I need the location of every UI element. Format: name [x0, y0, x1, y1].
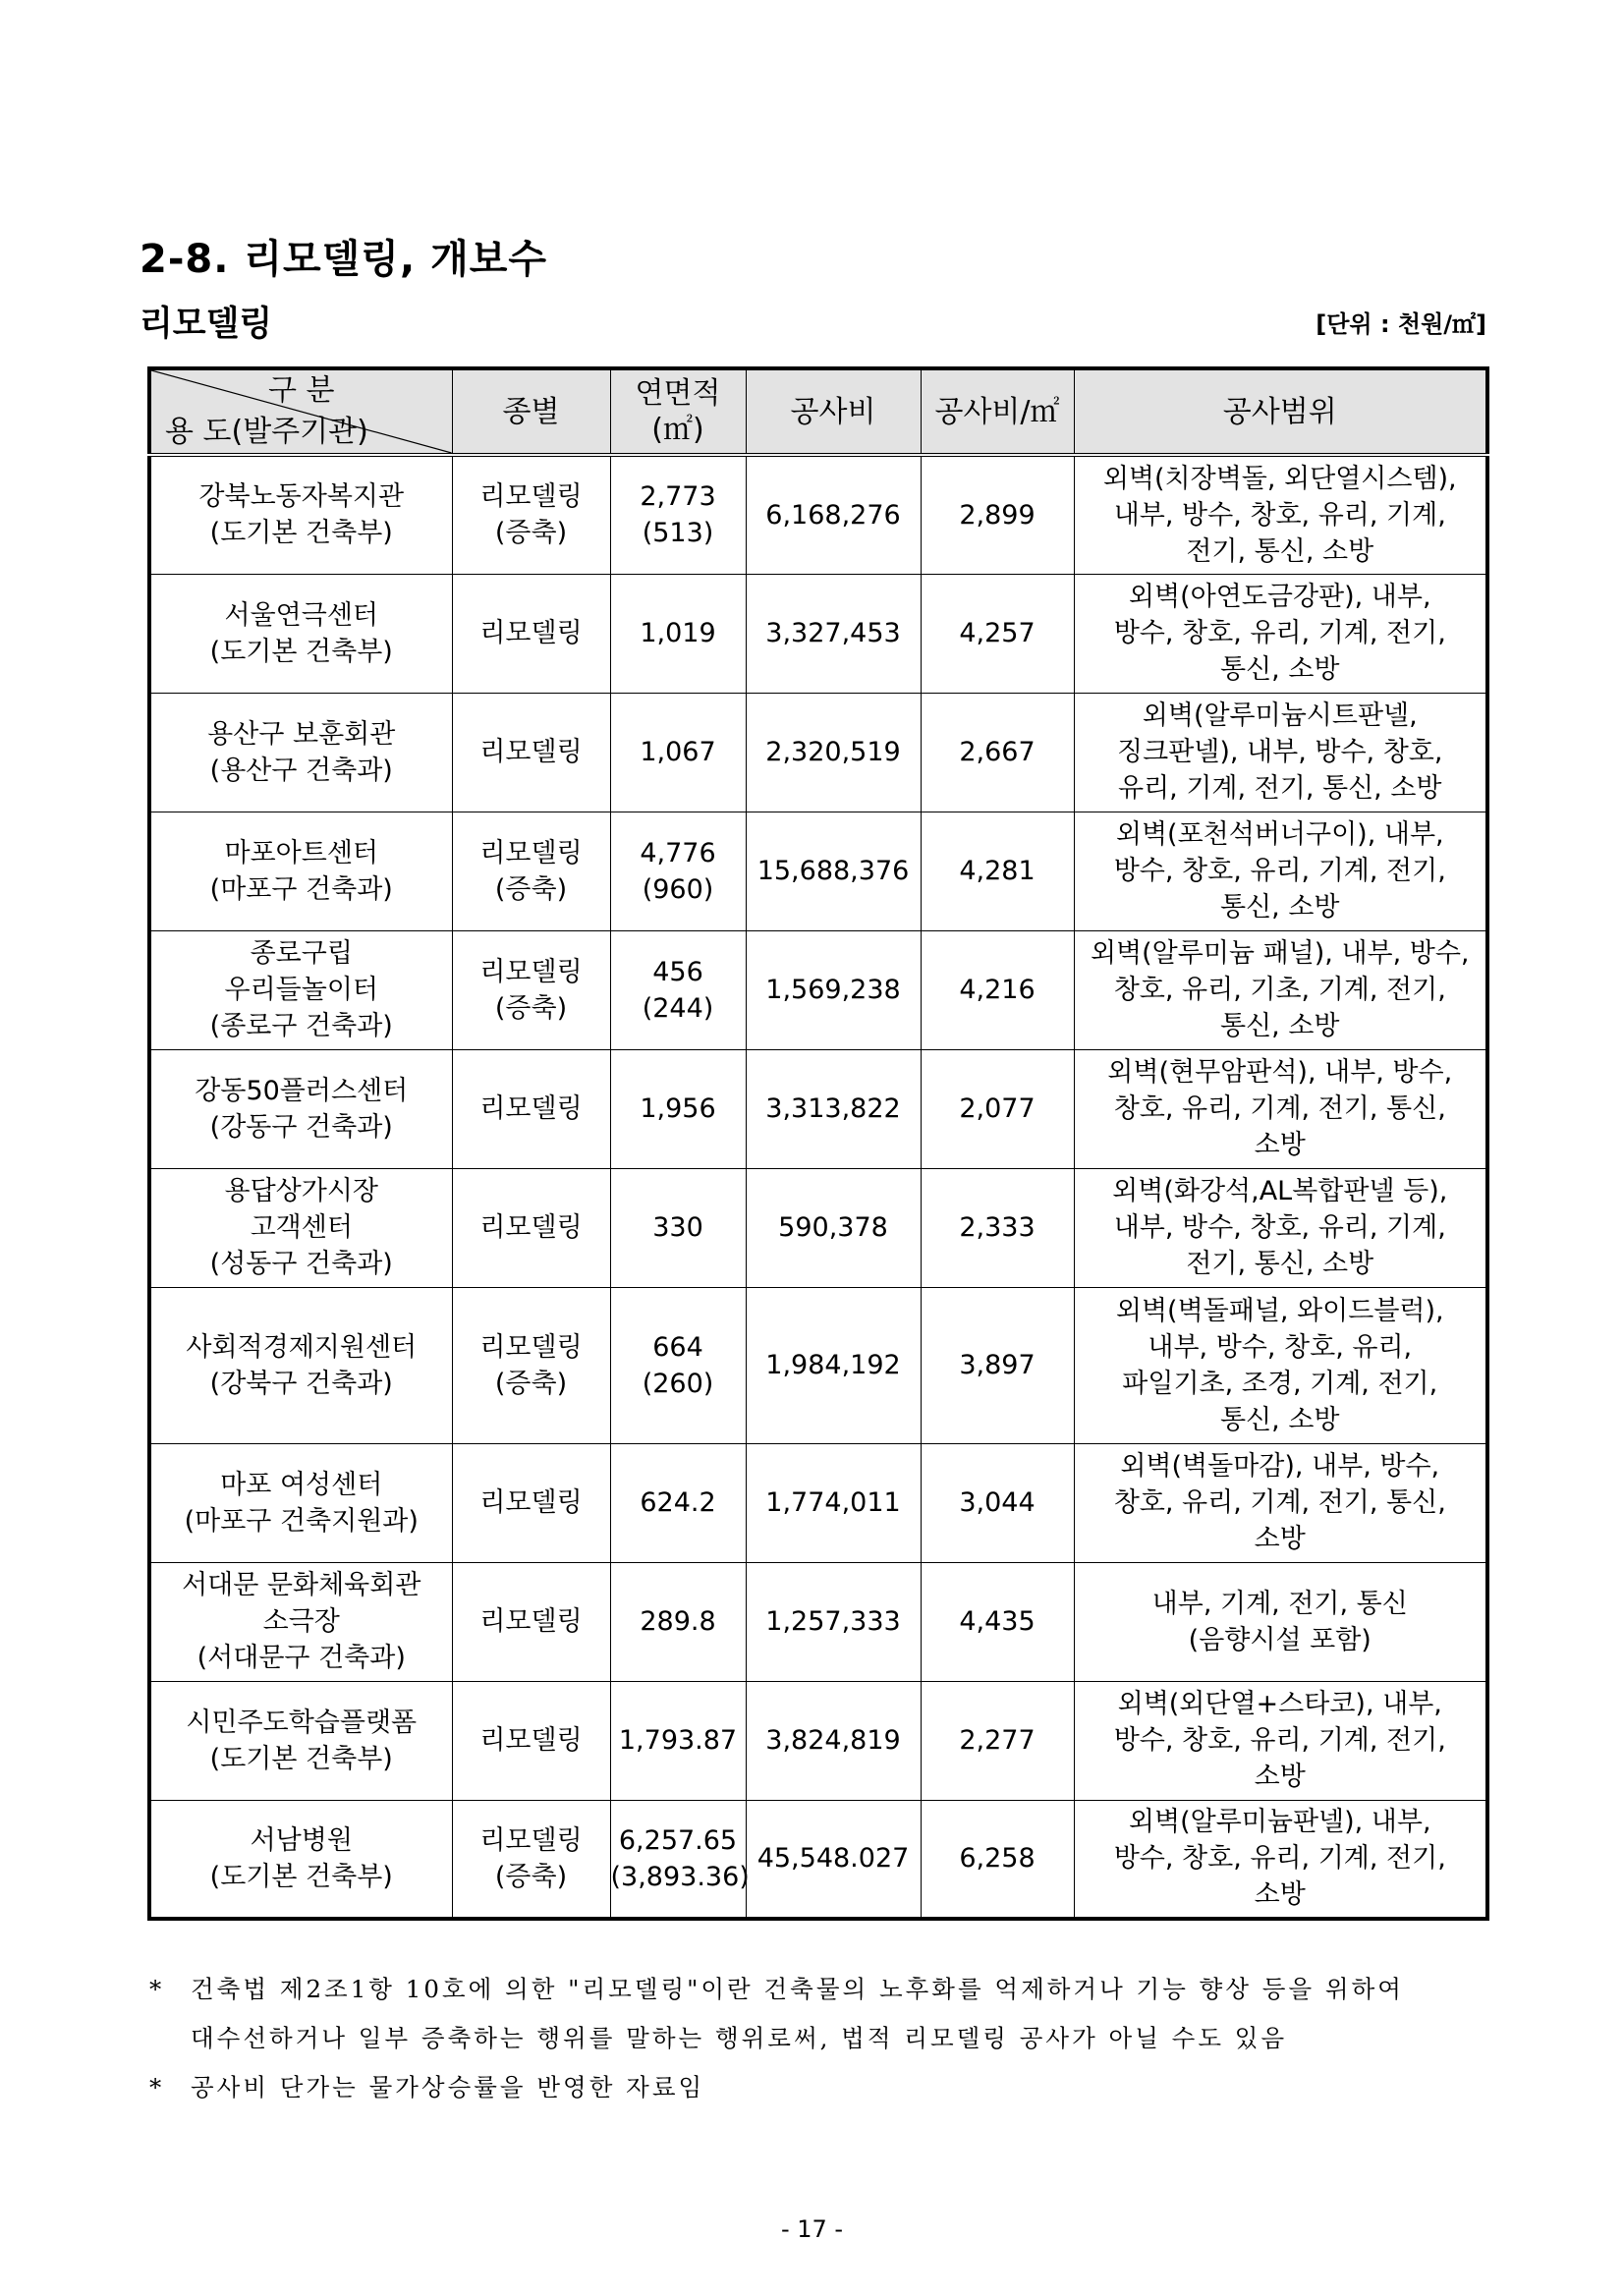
use-cell-line: (도기본 건축부)	[209, 1861, 393, 1892]
type-cell	[452, 1443, 610, 1562]
area-cell	[610, 1681, 746, 1800]
type-cell	[452, 1800, 610, 1919]
use-cell-line: (도기본 건축부)	[209, 1743, 393, 1774]
scope-cell	[1074, 1681, 1487, 1800]
area-cell	[610, 1562, 746, 1681]
area-cell	[610, 693, 746, 812]
type-cell	[452, 1287, 610, 1443]
scope-cell	[1074, 574, 1487, 693]
type-cell-line: 리모델링	[479, 481, 583, 513]
unit-label: [단위 : 천원/㎡]	[1316, 310, 1486, 338]
scope-cell-line: 내부, 방수, 창호, 유리, 기계,	[1113, 499, 1446, 531]
type-cell	[452, 574, 610, 693]
scope-cell-line: 내부, 기계, 전기, 통신	[1151, 1588, 1408, 1619]
scope-cell-line: 징크판넬), 내부, 방수, 창호,	[1117, 737, 1443, 767]
header-area	[610, 368, 746, 455]
scope-cell	[1074, 1287, 1487, 1443]
area-cell	[610, 1800, 750, 1919]
table-row	[149, 574, 1487, 693]
type-cell-line: (증축)	[494, 992, 568, 1024]
type-cell-line: 리모델링	[479, 1725, 583, 1756]
use-cell-line: (서대문구 건축과)	[196, 1643, 406, 1673]
unit-cost-cell: 4,435	[921, 1562, 1074, 1681]
use-cell	[149, 455, 452, 574]
footnote-mark: *	[149, 1975, 162, 2003]
area-cell-line: 664	[652, 1331, 703, 1363]
type-cell-line: 리모델링	[479, 1606, 583, 1637]
header-category-top: 구 분	[268, 373, 335, 408]
scope-cell	[1074, 1443, 1487, 1562]
use-cell	[149, 1168, 452, 1287]
area-cell-line: 330	[652, 1212, 703, 1243]
cost-cell: 3,327,453	[746, 574, 921, 693]
scope-cell-line: 유리, 기계, 전기, 통신, 소방	[1118, 773, 1442, 804]
type-cell-line: (증축)	[494, 1368, 568, 1399]
use-cell-line: (강북구 건축과)	[209, 1368, 393, 1399]
scope-cell-line: 외벽(벽돌패널, 와이드블럭),	[1115, 1295, 1444, 1326]
footnote-text: 대수선하거나 일부 증축하는 행위를 말하는 행위로써, 법적 리모델링 공사가 아닐 수도 있음	[191, 2024, 1288, 2052]
use-cell-line: 서남병원	[250, 1824, 353, 1856]
table-row	[149, 455, 1487, 574]
type-cell-line: 리모델링	[479, 737, 583, 767]
use-cell	[149, 693, 452, 812]
type-cell	[452, 693, 610, 812]
scope-cell-line: 창호, 유리, 기계, 전기, 통신,	[1113, 1487, 1446, 1518]
area-cell-line: 1,019	[640, 618, 716, 648]
area-cell-line: 456	[652, 956, 703, 987]
use-cell-line: 종로구립	[250, 938, 353, 969]
area-cell-line: 624.2	[640, 1487, 716, 1518]
area-cell	[610, 1287, 746, 1443]
use-cell-line: 마포 여성센터	[220, 1469, 383, 1500]
type-cell	[452, 1681, 610, 1800]
table-row	[149, 1800, 1487, 1919]
area-cell	[610, 1049, 746, 1168]
scope-cell-line: 외벽(포천석버너구이), 내부,	[1115, 819, 1444, 850]
scope-cell-line: 전기, 통신, 소방	[1186, 1249, 1374, 1279]
scope-cell-line: 통신, 소방	[1220, 654, 1340, 685]
footnote-text: 건축법 제2조1항 10호에 의한 "리모델링"이란 건축물의 노후화를 억제하거나 기능 향상 등을 위하여	[191, 1975, 1404, 2003]
scope-cell-line: 창호, 유리, 기계, 전기, 통신,	[1113, 1093, 1446, 1124]
table-row	[149, 1562, 1487, 1681]
cost-cell: 590,378	[746, 1168, 921, 1287]
use-cell	[149, 930, 452, 1049]
table-row	[149, 1049, 1487, 1168]
scope-cell-line: 외벽(현무암판석), 내부, 방수,	[1107, 1057, 1453, 1088]
footnote-line	[149, 1965, 1495, 2014]
header-scope: 공사범위	[1074, 368, 1487, 455]
header-category	[149, 368, 452, 455]
scope-cell-line: 방수, 창호, 유리, 기계, 전기,	[1113, 1843, 1446, 1875]
footnote-mark	[149, 2014, 191, 2063]
table-row	[149, 1681, 1487, 1800]
use-cell	[149, 1049, 452, 1168]
scope-cell	[1074, 1800, 1487, 1919]
cost-cell: 1,774,011	[746, 1443, 921, 1562]
scope-cell-line: 통신, 소방	[1220, 892, 1340, 923]
scope-cell-line: 외벽(치장벽돌, 외단열시스템),	[1102, 463, 1457, 494]
scope-cell-line: 방수, 창호, 유리, 기계, 전기,	[1113, 856, 1446, 886]
use-cell-line: 마포아트센터	[224, 837, 378, 868]
scope-cell-line: 내부, 방수, 창호, 유리,	[1148, 1331, 1413, 1363]
type-cell-line: (증축)	[494, 873, 568, 905]
use-cell-line: 사회적경제지원센터	[186, 1331, 418, 1363]
table-row	[149, 1443, 1487, 1562]
scope-cell-line: 전기, 통신, 소방	[1186, 535, 1374, 567]
table-row	[149, 693, 1487, 812]
type-cell-line: 리모델링	[479, 618, 583, 648]
scope-cell	[1074, 1049, 1487, 1168]
cost-cell: 3,824,819	[746, 1681, 921, 1800]
header-area-unit: (㎡)	[651, 413, 704, 447]
scope-cell-line: 통신, 소방	[1220, 1011, 1340, 1041]
use-cell-line: 강북노동자복지관	[198, 481, 405, 513]
unit-cost-cell: 4,216	[921, 930, 1074, 1049]
header-cost: 공사비	[746, 368, 921, 455]
type-cell-line: 리모델링	[479, 837, 583, 868]
footnote-line	[149, 2063, 1495, 2112]
type-cell-line: (증축)	[494, 1861, 568, 1892]
area-cell	[610, 1443, 746, 1562]
use-cell	[149, 574, 452, 693]
use-cell-line: 용산구 보훈회관	[207, 718, 396, 750]
cost-cell: 1,257,333	[746, 1562, 921, 1681]
scope-cell-line: 소방	[1254, 1762, 1306, 1792]
unit-cost-cell: 2,277	[921, 1681, 1074, 1800]
scope-cell-line: 외벽(벽돌마감), 내부, 방수,	[1120, 1451, 1440, 1482]
scope-cell	[1074, 455, 1487, 574]
scope-cell-line: 방수, 창호, 유리, 기계, 전기,	[1113, 1725, 1446, 1756]
use-cell-line: 시민주도학습플랫폼	[186, 1707, 418, 1738]
type-cell	[452, 930, 610, 1049]
type-cell-line: 리모델링	[479, 1487, 583, 1518]
scope-cell-line: 파일기초, 조경, 기계, 전기,	[1122, 1368, 1438, 1399]
area-cell-line: 4,776	[640, 837, 716, 868]
type-cell	[452, 1168, 610, 1287]
header-area-label: 연면적	[635, 376, 721, 411]
unit-cost-cell: 3,044	[921, 1443, 1074, 1562]
area-cell-line: 1,956	[640, 1093, 716, 1124]
area-cell	[610, 1168, 746, 1287]
use-cell	[149, 1800, 452, 1919]
area-cell	[610, 812, 746, 930]
area-cell	[610, 930, 746, 1049]
area-cell-line: (513)	[642, 518, 714, 549]
section-heading: 2-8. 리모델링, 개보수	[140, 237, 547, 282]
use-cell-line: (도기본 건축부)	[209, 518, 393, 549]
unit-cost-cell: 2,667	[921, 693, 1074, 812]
scope-cell-line: 통신, 소방	[1220, 1404, 1340, 1435]
use-cell	[149, 1562, 452, 1681]
footnote-mark: *	[149, 2073, 162, 2101]
scope-cell	[1074, 693, 1487, 812]
scope-cell-line: 소방	[1254, 1879, 1306, 1911]
table-row	[149, 1287, 1487, 1443]
table-body	[149, 455, 1487, 1919]
use-cell-line: (마포구 건축지원과)	[184, 1505, 419, 1537]
cost-cell: 15,688,376	[746, 812, 921, 930]
area-cell-line: (260)	[642, 1368, 714, 1399]
use-cell-line: 고객센터	[250, 1212, 353, 1243]
header-type: 종별	[452, 368, 610, 455]
page-number: - 17 -	[780, 2215, 844, 2243]
scope-cell-line: 방수, 창호, 유리, 기계, 전기,	[1113, 618, 1446, 648]
unit-cost-cell: 4,281	[921, 812, 1074, 930]
scope-cell	[1074, 930, 1487, 1049]
table-row	[149, 1168, 1487, 1287]
area-cell-line: (960)	[642, 873, 714, 905]
unit-cost-cell: 4,257	[921, 574, 1074, 693]
type-cell	[452, 1562, 610, 1681]
area-cell-line: (244)	[642, 992, 714, 1024]
use-cell	[149, 1443, 452, 1562]
use-cell	[149, 812, 452, 930]
header-cost-per-area: 공사비/㎡	[921, 368, 1074, 455]
scope-cell-line: 외벽(외단열+스타코), 내부,	[1117, 1689, 1442, 1719]
section-subheading: 리모델링	[140, 305, 273, 344]
unit-cost-cell: 6,258	[921, 1800, 1074, 1919]
use-cell-line: (용산구 건축과)	[209, 755, 393, 786]
scope-cell-line: 창호, 유리, 기초, 기계, 전기,	[1113, 975, 1446, 1005]
unit-cost-cell: 2,333	[921, 1168, 1074, 1287]
remodeling-table	[147, 366, 1489, 1921]
type-cell-line: (증축)	[494, 518, 568, 549]
use-cell-line: 용답상가시장	[224, 1176, 378, 1206]
cost-cell: 2,320,519	[746, 693, 921, 812]
use-cell-line: 강동50플러스센터	[195, 1075, 409, 1106]
scope-cell	[1074, 1562, 1487, 1681]
footnotes	[149, 1965, 1495, 2112]
type-cell-line: 리모델링	[479, 1824, 583, 1856]
cost-cell: 3,313,822	[746, 1049, 921, 1168]
scope-cell	[1074, 812, 1487, 930]
scope-cell-line: 소방	[1254, 1130, 1306, 1160]
use-cell-line: (성동구 건축과)	[209, 1249, 393, 1279]
header-category-bottom: 용 도(발주기관)	[165, 415, 368, 449]
cost-cell: 1,984,192	[746, 1287, 921, 1443]
footnote-line	[149, 2014, 1495, 2063]
use-cell-line: (종로구 건축과)	[209, 1011, 393, 1041]
use-cell-line: (도기본 건축부)	[209, 636, 393, 667]
scope-cell-line: 외벽(알루미늄 패널), 내부, 방수,	[1090, 938, 1470, 969]
use-cell-line: (마포구 건축과)	[209, 873, 393, 905]
scope-cell	[1074, 1168, 1487, 1287]
area-cell	[610, 455, 746, 574]
type-cell	[452, 455, 610, 574]
type-cell-line: 리모델링	[479, 956, 583, 987]
type-cell	[452, 812, 610, 930]
type-cell	[452, 1049, 610, 1168]
use-cell	[149, 1287, 452, 1443]
type-cell-line: 리모델링	[479, 1093, 583, 1124]
area-cell-line: 2,773	[640, 481, 716, 513]
cost-cell: 6,168,276	[746, 455, 921, 574]
scope-cell-line: 외벽(아연도금강판), 내부,	[1128, 582, 1431, 612]
table-row	[149, 812, 1487, 930]
type-cell-line: 리모델링	[479, 1331, 583, 1363]
type-cell-line: 리모델링	[479, 1212, 583, 1243]
use-cell-line: 서울연극센터	[224, 599, 378, 631]
scope-cell-line: 외벽(알루미늄시트판넬,	[1142, 700, 1418, 731]
footnote-text: 공사비 단가는 물가상승률을 반영한 자료임	[191, 2073, 705, 2101]
use-cell-line: 서대문 문화체육회관	[182, 1570, 421, 1600]
use-cell-line: (강동구 건축과)	[209, 1111, 393, 1143]
use-cell-line: 소극장	[262, 1606, 340, 1637]
unit-cost-cell: 3,897	[921, 1287, 1074, 1443]
table-header-row	[149, 368, 1487, 455]
area-cell-line: 1,067	[640, 737, 716, 767]
unit-cost-cell: 2,077	[921, 1049, 1074, 1168]
area-cell-line: 289.8	[640, 1606, 716, 1637]
scope-cell-line: 외벽(알루미늄판넬), 내부,	[1128, 1807, 1431, 1838]
scope-cell-line: 내부, 방수, 창호, 유리, 기계,	[1113, 1212, 1446, 1243]
area-cell-line: 1,793.87	[618, 1725, 738, 1756]
table-row	[149, 930, 1487, 1049]
scope-cell-line: 소방	[1254, 1524, 1306, 1554]
cost-cell: 1,569,238	[746, 930, 921, 1049]
cost-cell: 45,548.027	[746, 1800, 921, 1919]
use-cell	[149, 1681, 452, 1800]
area-cell	[610, 574, 746, 693]
use-cell-line: 우리들놀이터	[224, 975, 378, 1005]
area-cell-line: (3,893.36)	[610, 1861, 750, 1892]
scope-cell-line: (음향시설 포함)	[1188, 1624, 1372, 1655]
scope-cell-line: 외벽(화강석,AL복합판넬 등),	[1112, 1176, 1448, 1206]
area-cell-line: 6,257.65	[618, 1824, 738, 1856]
unit-cost-cell: 2,899	[921, 455, 1074, 574]
